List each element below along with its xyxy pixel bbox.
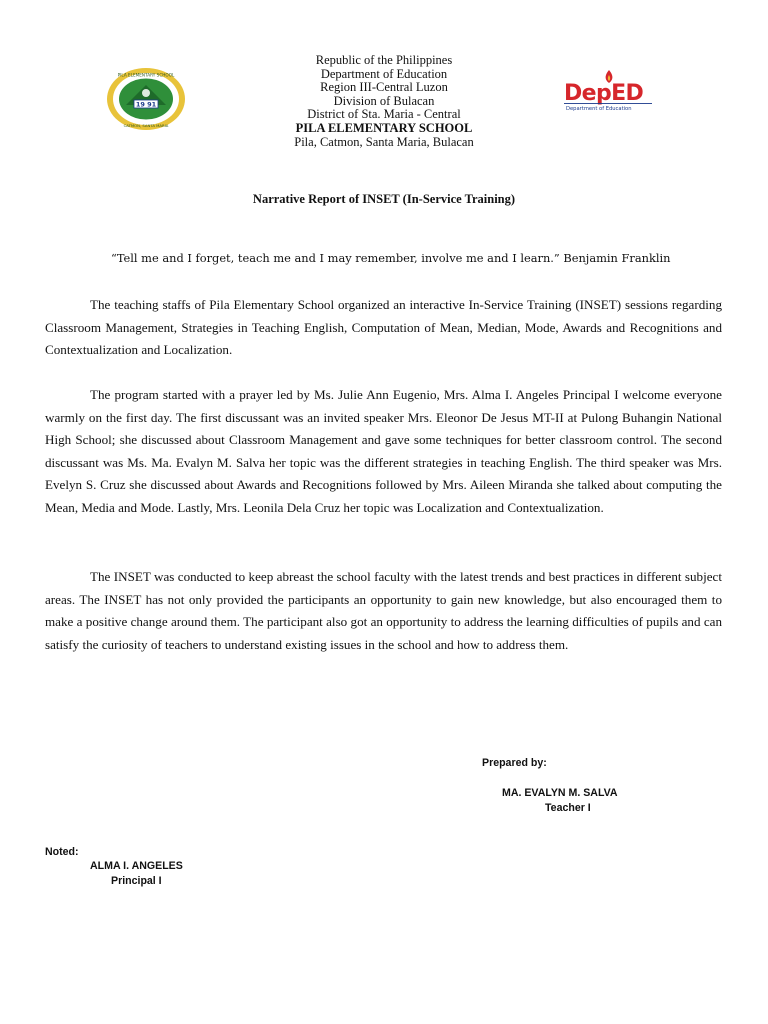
prepared-by-position: Teacher I bbox=[545, 802, 591, 814]
report-title: Narrative Report of INSET (In-Service Training) bbox=[252, 192, 516, 206]
letterhead-country: Republic of the Philippines bbox=[315, 53, 453, 67]
letterhead-address: Pila, Catmon, Santa Maria, Bulacan bbox=[294, 134, 474, 149]
letterhead-district: District of Sta. Maria - Central bbox=[307, 107, 461, 122]
noted-name: ALMA I. ANGELES bbox=[90, 860, 183, 872]
noted-label: Noted: bbox=[45, 846, 79, 858]
seal-bottom-text: CATMON, SANTA MARIA bbox=[123, 123, 169, 128]
deped-logo bbox=[562, 66, 658, 112]
prepared-by-label: Prepared by: bbox=[482, 757, 547, 769]
body-paragraph-program: The program started with a prayer led by Ms. Julie Ann Eugenio, Mrs. Alma I. Angeles Principal I welcome everyone warmly on the first day. The first discussant was an invited speaker Mrs. Eleonor De Jesus MT-II at Pulong Buhangin National High School; she discussed about Classroom Management and gave some techniques for better classroom control. The second discussant was Ms. Ma. Evalyn M. Salva her topic was the different strategies in teaching English. The third speaker was Mrs. Evelyn S. Cruz she discussed about Awards and Recognitions followed by Mrs. Aileen Miranda she talked about computing the Mean, Media and Mode. Lastly, Mrs. Leonila Dela Cruz her topic was Localization and Contextualization. bbox=[45, 387, 722, 515]
deped-subtitle: Department of Education bbox=[566, 106, 632, 112]
noted-position: Principal I bbox=[111, 875, 162, 887]
body-paragraph-intro: The teaching staffs of Pila Elementary School organized an interactive In-Service Training (INSET) sessions regarding Classroom Management, Strategies in Teaching English, Computation of Mean, Median, Mode, Awards and Recognitions and Contextualization and Localization. bbox=[45, 297, 722, 357]
school-seal-logo bbox=[106, 67, 186, 131]
prepared-by-name: MA. EVALYN M. SALVA bbox=[502, 787, 618, 799]
letterhead-division: Division of Bulacan bbox=[333, 93, 435, 108]
seal-year: 19 91 bbox=[135, 100, 157, 109]
letterhead-region: Region III-Central Luzon bbox=[320, 80, 448, 95]
deped-wordmark: DepED bbox=[564, 81, 644, 106]
body-paragraph-conclusion: The INSET was conducted to keep abreast the school faculty with the latest trends and best practices in different subject areas. The INSET has not only provided the participants an opportunity to gain new knowledge, but also encouraged them to make a positive change around them. The participant also got an opportunity to address the learning difficulties of pupils and can satisfy the curiosity of teachers to understand existing issues in the school and how to address them. bbox=[45, 569, 722, 652]
seal-ring-text: PILA ELEMENTARY SCHOOL bbox=[117, 72, 175, 78]
opening-quote: “Tell me and I forget, teach me and I may remember, involve me and I learn.” Benjamin Franklin bbox=[111, 251, 671, 265]
letterhead bbox=[234, 54, 534, 149]
letterhead-school-name: PILA ELEMENTARY SCHOOL bbox=[295, 120, 473, 135]
letterhead-department: Department of Education bbox=[320, 66, 448, 81]
